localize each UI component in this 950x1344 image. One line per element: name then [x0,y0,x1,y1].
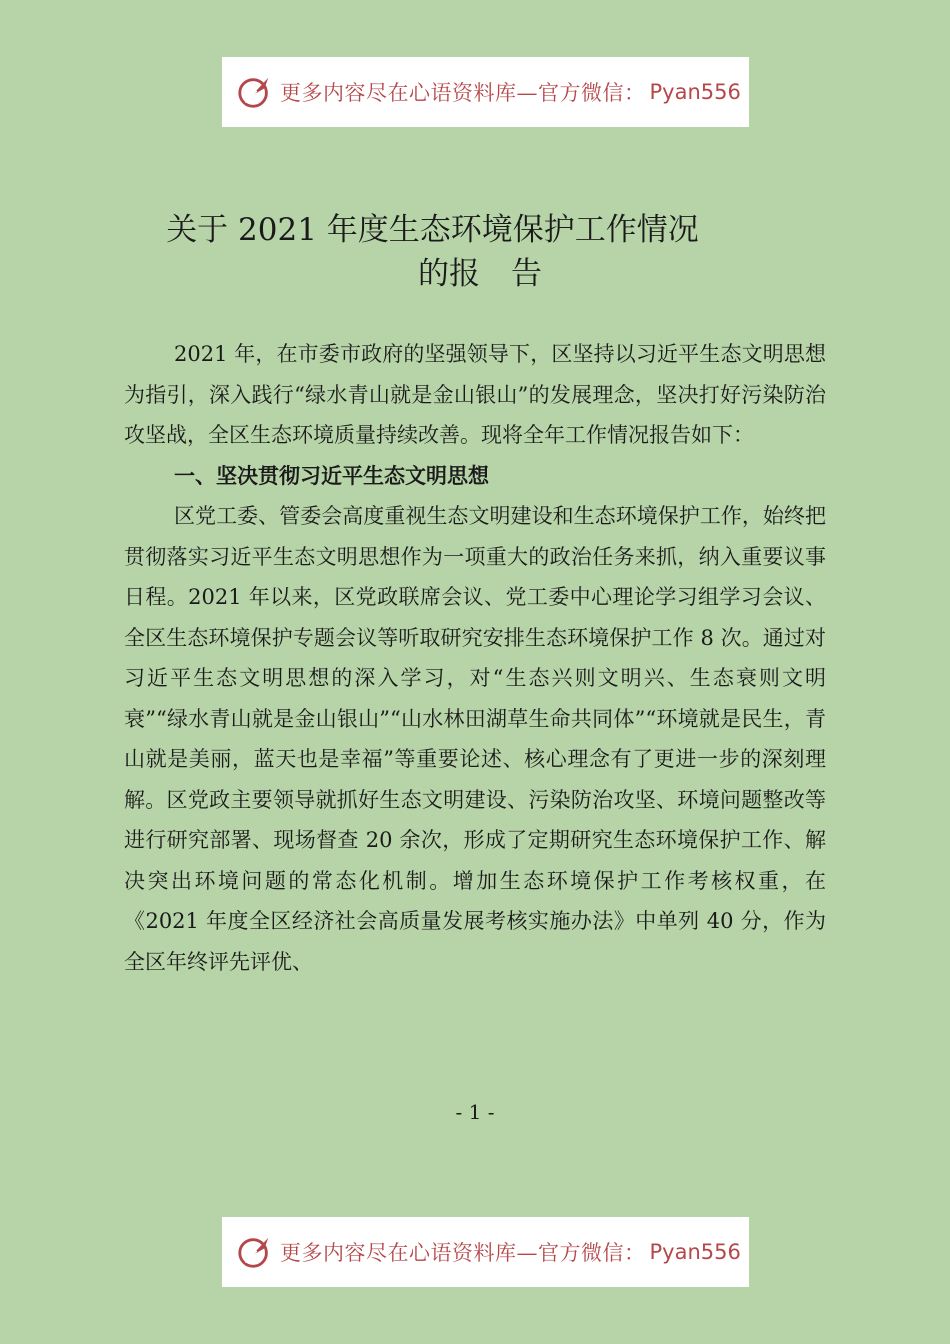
title-line-1: 关于 2021 年度生态环境保护工作情况 [166,212,699,248]
banner-wechat-id: Pyan556 [649,80,741,104]
banner-text: 更多内容尽在心语资料库—官方微信： [280,1241,646,1265]
quill-pen-logo-icon [236,73,274,111]
quill-pen-logo-icon [236,1233,274,1271]
section-1-heading: 一、坚决贯彻习近平生态文明思想 [174,463,489,488]
title-line-2: 的报 告 [418,256,542,292]
document-body [124,334,826,982]
section-1-paragraph: 区党工委、管委会高度重视生态文明建设和生态环境保护工作，始终把贯彻落实习近平生态文明思想作为一项重大的政治任务来抓，纳入重要议事日程。2021 年以来，区党政联席会议、党工委中心理论学习组学习会议、全区生态环境保护专题会议等听取研究安排生态环境保护工作 8 次。通过对习近平生态文明思想的深入学习，对“生态兴则文明兴、生态衰则文明衰”“绿水青山就是金山银山”“山水林田湖草生命共同体”“环境就是民生，青山就是美丽，蓝天也是幸福”等重要论述、核心理念有了更进一步的深刻理解。区党政主要领导就抓好生态文明建设、污染防治攻坚、环境问题整改等进行研究部署、现场督查 20 余次，形成了定期研究生态环境保护工作、解决突出环境问题的常态化机制。增加生态环境保护工作考核权重，在《2021 年度全区经济社会高质量发展考核实施办法》中单列 40 分，作为全区年终评先评优、 [124,504,826,974]
banner-text: 更多内容尽在心语资料库—官方微信： [280,81,646,105]
banner-wechat-id: Pyan556 [649,1240,741,1264]
bottom-banner [222,1217,749,1287]
top-banner [222,57,749,127]
document-title [0,208,950,296]
intro-paragraph: 2021 年，在市委市政府的坚强领导下，区坚持以习近平生态文明思想为指引，深入践行“绿水青山就是金山银山”的发展理念，坚决打好污染防治攻坚战，全区生态环境质量持续改善。现将全年工作情况报告如下： [124,342,826,447]
page-number: - 1 - [455,1100,495,1124]
